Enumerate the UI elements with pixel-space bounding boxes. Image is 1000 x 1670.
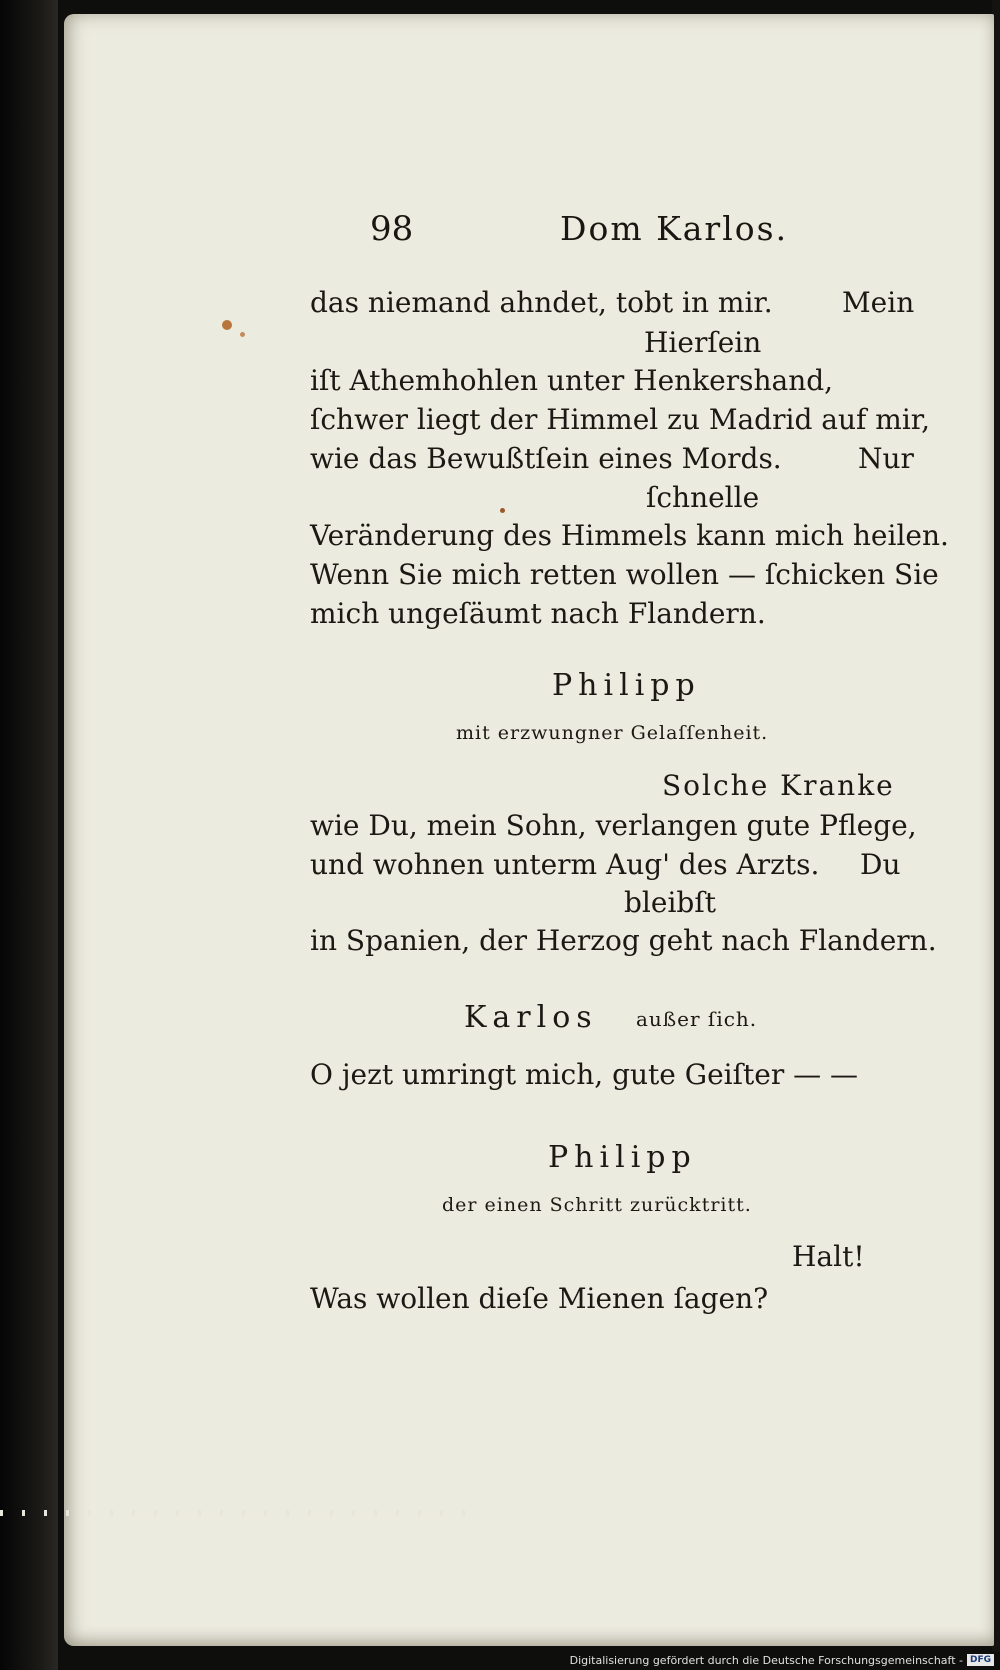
text-line: O jezt umringt mich, gute Geiſter — — [310, 1058, 859, 1091]
footer-text: Digitalisierung gefördert durch die Deutsche Forschungsgemeinschaft - [569, 1653, 963, 1667]
text-line: ſchnelle [646, 481, 760, 514]
stain-mark [240, 332, 245, 337]
text-line: Hierſein [644, 326, 762, 359]
stage-direction: außer ſich. [636, 1007, 758, 1031]
digitization-footer [570, 1653, 994, 1667]
page-header [64, 209, 994, 259]
text-line: Veränderung des Himmels kann mich heilen. [310, 519, 949, 552]
running-title: Dom Karlos. [560, 209, 789, 248]
stage-direction: mit erzwungner Gelaſſenheit. [456, 722, 769, 744]
text-line: und wohnen unterm Aug' des Arzts. [310, 848, 820, 881]
text-line: Was wollen dieſe Mienen ſagen? [310, 1282, 769, 1315]
speaker-name: Philipp [548, 1140, 697, 1175]
text-line: Wenn Sie mich retten wollen — ſchicken Sie [310, 558, 939, 591]
text-line: Du [860, 848, 901, 881]
book-spine [0, 0, 58, 1670]
text-line: Halt! [792, 1240, 865, 1273]
text-line: wie Du, mein Sohn, verlangen gute Pflege, [310, 809, 917, 842]
text-line: wie das Bewußtſein eines Mords. [310, 442, 782, 475]
text-line: Solche Kranke [662, 769, 895, 802]
text-line: mich ungeſäumt nach Flandern. [310, 597, 766, 630]
text-line: iſt Athemhohlen unter Henkershand, [310, 364, 834, 397]
book-page [64, 14, 994, 1646]
text-line: ſchwer liegt der Himmel zu Madrid auf mir, [310, 403, 930, 436]
speaker-name: Philipp [552, 668, 701, 703]
stain-mark [222, 320, 232, 330]
text-line: bleibſt [624, 886, 716, 919]
page-number: 98 [370, 209, 414, 249]
text-line: Mein [842, 286, 915, 319]
stage-direction: der einen Schritt zurücktritt. [442, 1194, 752, 1216]
speaker-name: Karlos [464, 1000, 598, 1035]
scan-dotted-line [0, 1510, 470, 1516]
dfg-logo: DFG [967, 1654, 994, 1666]
stain-mark [500, 508, 505, 513]
text-line: Nur [858, 442, 914, 475]
text-line: das niemand ahndet, tobt in mir. [310, 286, 773, 319]
text-line: in Spanien, der Herzog geht nach Flandern. [310, 924, 937, 957]
